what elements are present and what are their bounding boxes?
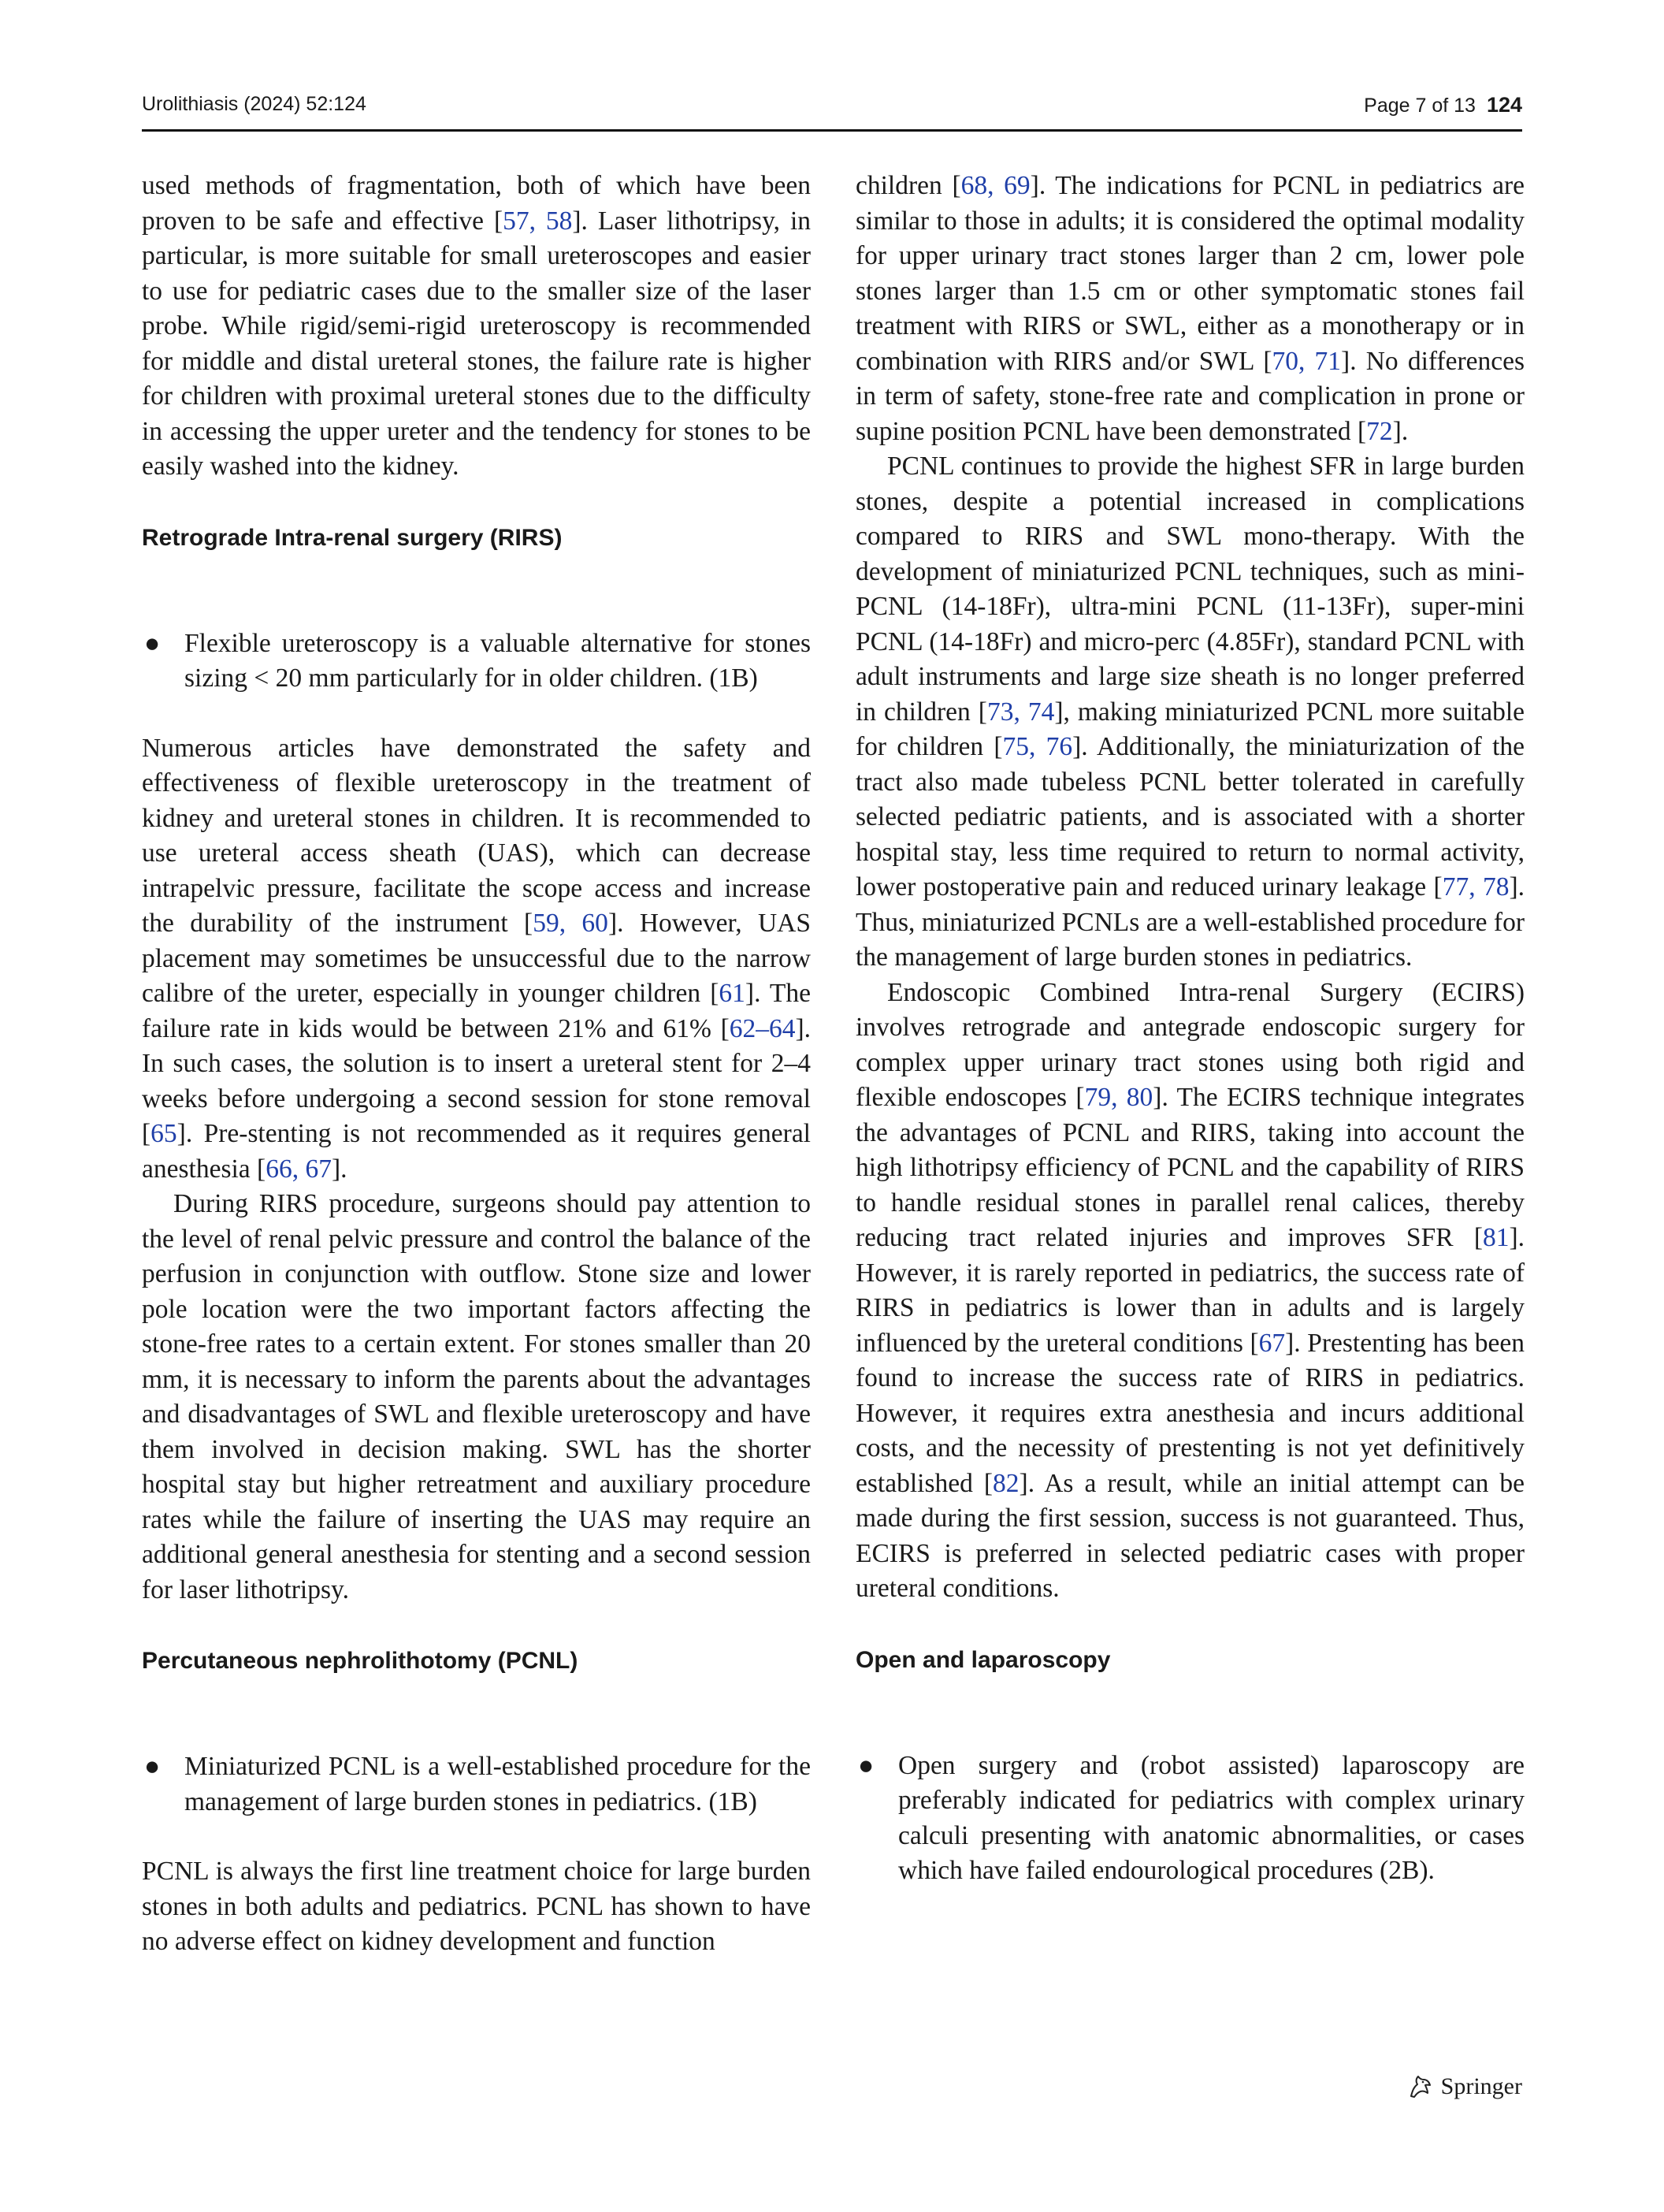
page-number: Page 7 of 13 <box>1364 95 1476 117</box>
citation-link[interactable]: 67 <box>1258 1328 1286 1358</box>
section-heading-open: Open and laparoscopy <box>856 1646 1111 1673</box>
bullet-icon: ● <box>858 1750 875 1780</box>
section-heading-pcnl: Percutaneous nephrolithotomy (PCNL) <box>142 1648 578 1674</box>
citation-link[interactable]: 81 <box>1482 1223 1510 1252</box>
left-column <box>142 169 811 1960</box>
paragraph: PCNL continues to provide the highest SFR in large burden stones, despite a potential increased in complications compared to RIRS and SWL mono-therapy. With the development of miniaturized PCNL techniques, such as mini-PCNL (14-18Fr), ultra-mini PCNL (11-13Fr), super-mini PCNL (14-18Fr) and micro-perc (4.85Fr), standard PCNL with adult instruments and large size sheath is no longer preferred in children [73, 74], making miniaturized PCNL more suitable for children [75, 76]. Additionally, the miniaturization of the tract also made tubeless PCNL better tolerated in carefully selected pediatric patients, and is associated with a shorter hospital stay, less time required to return to normal activity, lower postoperative pain and reduced urinary leakage [77, 78]. Thus, miniaturized PCNLs are a well-established procedure for the management of large burden stones in pediatrics. <box>856 452 1525 972</box>
section-heading-rirs: Retrograde Intra-renal surgery (RIRS) <box>142 524 563 551</box>
paragraph: Numerous articles have demonstrated the safety and effectiveness of flexible ureteroscopy in the treatment of kidney and ureteral stones in children. It is recommended to use ureteral access sheath (UAS), which can decrease intrapelvic pressure, facilitate the scope access and increase the durability of the instrument [59, 60]. However, UAS placement may sometimes be unsuccessful due to the narrow calibre of the ureter, especially in younger children [61]. The failure rate in kids would be between 21% and 61% [62–64]. In such cases, the solution is to insert a ureteral stent for 2–4 weeks before undergoing a second session for stone removal [65]. Pre-stenting is not recommended as it requires general anesthesia [66, 67]. <box>142 733 811 1184</box>
citation-link[interactable]: 73, 74 <box>986 697 1055 727</box>
publisher-footer <box>1406 2073 1522 2101</box>
page-info <box>1364 93 1522 117</box>
citation-link[interactable]: 57, 58 <box>503 206 573 236</box>
recommendation-text: Flexible ureteroscopy is a valuable alternative for stones sizing < 20 mm particularly for in older children. (1B) <box>184 628 811 693</box>
journal-citation: Urolithiasis (2024) 52:124 <box>142 93 366 115</box>
recommendation-bullet <box>142 1749 811 1820</box>
paragraph: PCNL is always the first line treatment choice for large burden stones in both adults and pediatrics. PCNL has shown to have no adverse effect on kidney development and function <box>142 1857 811 1956</box>
recommendation-text: Miniaturized PCNL is a well-established procedure for the management of large burden stones in pediatrics. (1B) <box>184 1752 811 1816</box>
paragraph: Endoscopic Combined Intra-renal Surgery (ECIRS) involves retrograde and antegrade endoscopic surgery for complex upper urinary tract stones using both rigid and flexible endoscopes [79, 80]. The ECIRS technique integrates the advantages of PCNL and RIRS, taking into account the high lithotripsy efficiency of PCNL and the capability of RIRS to handle residual stones in parallel renal calices, thereby reducing tract related injuries and improves SFR [81]. However, it is rarely reported in pediatrics, the success rate of RIRS in pediatrics is lower than in adults and is largely influenced by the ureteral conditions [67]. Prestenting has been found to increase the success rate of RIRS in pediatrics. However, it requires extra anesthesia and incurs additional costs, and the necessity of prestenting is not yet definitively established [82]. As a result, while an initial attempt can be made during the first session, success is not guaranteed. Thus, ECIRS is preferred in selected pediatric cases with proper ureteral conditions. <box>856 977 1525 1603</box>
right-column <box>856 169 1525 1889</box>
citation-link[interactable]: 65 <box>150 1119 177 1148</box>
citation-link[interactable]: 62–64 <box>729 1013 796 1043</box>
citation-link[interactable]: 66, 67 <box>266 1154 332 1184</box>
recommendation-text: Open surgery and (robot assisted) laparoscopy are preferably indicated for pediatrics with complex urinary calculi presenting with anatomic abnormalities, or cases which have failed endourological procedures (2B). <box>898 1750 1525 1885</box>
citation-link[interactable]: 75, 76 <box>1002 732 1073 761</box>
citation-link[interactable]: 77, 78 <box>1442 872 1510 902</box>
citation-link[interactable]: 68, 69 <box>960 171 1031 200</box>
paragraph: During RIRS procedure, surgeons should pay attention to the level of renal pelvic pressure and control the balance of the perfusion in conjunction with outflow. Stone size and lower pole location were the two important factors affecting the stone-free rates to a certain extent. For stones smaller than 20 mm, it is necessary to inform the parents about the advantages and disadvantages of SWL and flexible ureteroscopy and have them involved in decision making. SWL has the shorter hospital stay but higher retreatment and auxiliary procedure rates while the failure of inserting the UAS may require an additional general anesthesia for stenting and a second session for laser lithotripsy. <box>142 1189 811 1604</box>
article-number: 124 <box>1486 93 1522 117</box>
publisher-name: Springer <box>1440 2073 1522 2099</box>
bullet-icon: ● <box>144 628 161 658</box>
running-header <box>142 88 1522 132</box>
citation-link[interactable]: 82 <box>993 1468 1020 1498</box>
paragraph: children [68, 69]. The indications for PCNL in pediatrics are similar to those in adults; it is considered the optimal modality for upper urinary tract stones larger than 2 cm, lower pole stones larger than 1.5 cm or other symptomatic stones fail treatment with RIRS or SWL, either as a monotherapy or in combination with RIRS and/or SWL [70, 71]. No differences in term of safety, stone-free rate and complication in prone or supine position PCNL have been demonstrated [72]. <box>856 171 1525 446</box>
recommendation-bullet <box>142 626 811 697</box>
citation-link[interactable]: 61 <box>719 979 745 1008</box>
springer-horse-icon <box>1406 2073 1435 2101</box>
paragraph: used methods of fragmentation, both of which have been proven to be safe and effective [57, 58]. Laser lithotripsy, in particular, is more suitable for small ureteroscopes and easier to use for pediatric cases due to the smaller size of the laser probe. While rigid/semi-rigid ureteroscopy is recommended for middle and distal ureteral stones, the failure rate is higher for children with proximal ureteral stones due to the difficulty in accessing the upper ureter and the tendency for stones to be easily washed into the kidney. <box>142 171 812 481</box>
citation-link[interactable]: 70, 71 <box>1272 346 1342 376</box>
recommendation-bullet <box>856 1749 1525 1889</box>
citation-link[interactable]: 72 <box>1366 416 1393 446</box>
bullet-icon: ● <box>144 1752 161 1781</box>
citation-link[interactable]: 59, 60 <box>533 909 608 938</box>
citation-link[interactable]: 79, 80 <box>1084 1083 1153 1112</box>
